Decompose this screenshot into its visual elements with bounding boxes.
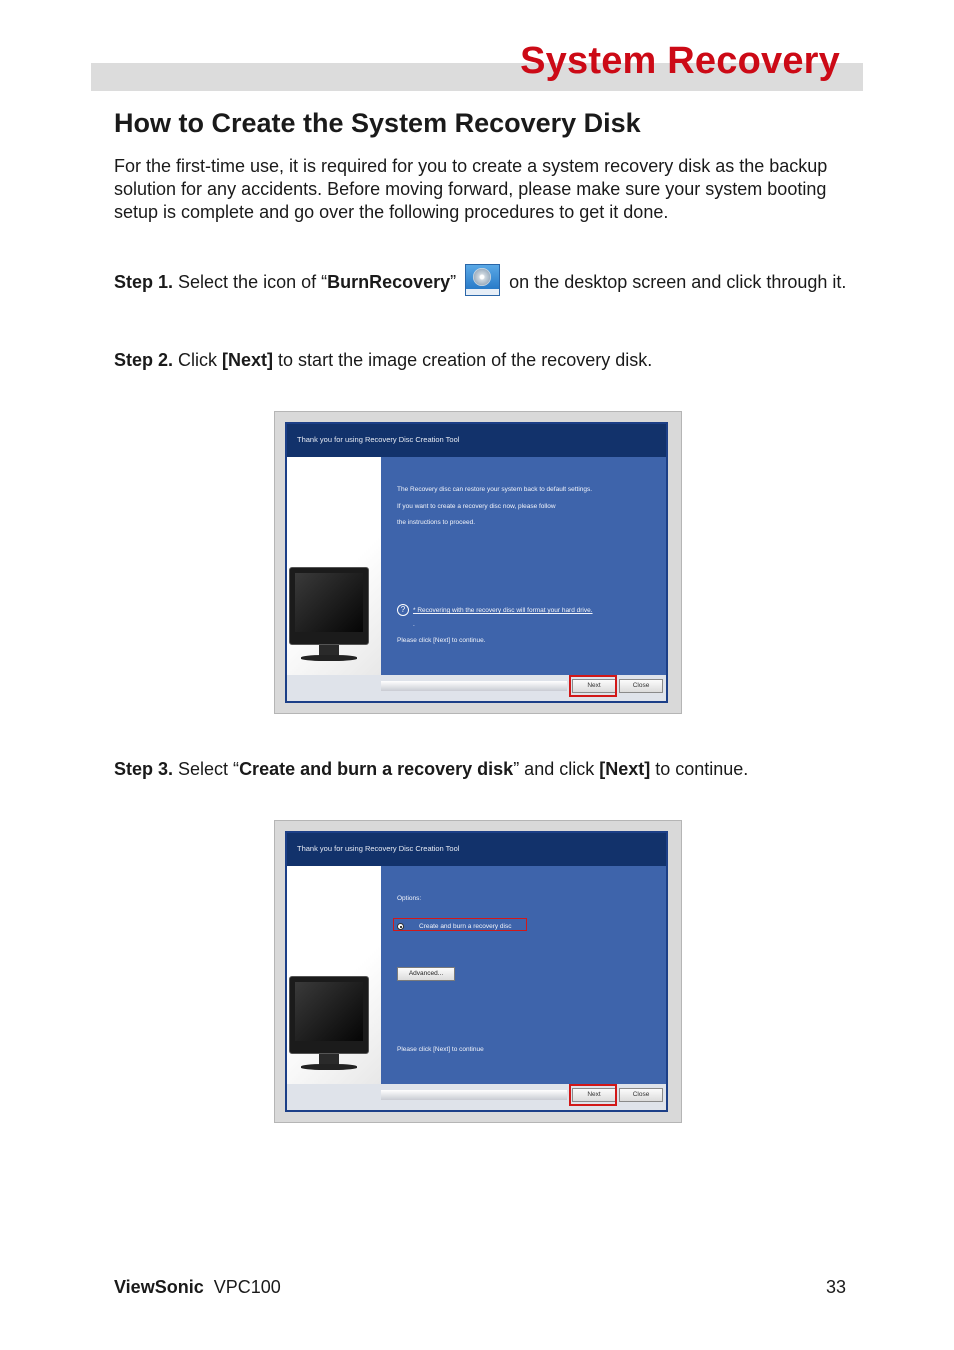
- step-2-label: Step 2.: [114, 350, 174, 370]
- step-3-text-2: ” and click: [513, 759, 600, 779]
- page-number: 33: [825, 1277, 846, 1297]
- section-title: How to Create the System Recovery Disk: [114, 108, 641, 138]
- next-highlight-box-2: [569, 1084, 617, 1106]
- dialog-prompt: Please click [Next] to continue.: [397, 637, 486, 644]
- step-3-bold: Create and burn a recovery disk: [239, 759, 514, 779]
- screenshot-welcome-dialog: [274, 411, 682, 714]
- step-2-bold: [Next]: [222, 350, 274, 370]
- dialog-side-panel: [287, 457, 381, 675]
- brand-name: ViewSonic: [114, 1277, 204, 1297]
- dialog-prompt-2: Please click [Next] to continue: [397, 1046, 484, 1053]
- radio-highlight-box: [393, 918, 527, 931]
- create-burn-label[interactable]: Create and burn a recovery disc: [419, 923, 512, 930]
- close-button-2[interactable]: Close: [619, 1088, 663, 1102]
- advanced-button[interactable]: Advanced...: [397, 967, 455, 981]
- dialog-title-2: Thank you for using Recovery Disc Creation Tool: [287, 833, 666, 866]
- dialog-line-1: The Recovery disc can restore your system back to default settings.: [397, 486, 593, 493]
- model-name: VPC100: [213, 1277, 281, 1297]
- dialog-line-3: the instructions to proceed.: [397, 519, 476, 526]
- step-1-text: Select the icon of “: [173, 272, 328, 292]
- step-3: [114, 758, 854, 781]
- step-2-text: Click: [173, 350, 223, 370]
- close-button[interactable]: Close: [619, 679, 663, 693]
- step-2: [114, 349, 854, 372]
- step-1-text-3: on the desktop screen and click through it.: [504, 272, 847, 292]
- dialog-dot: .: [413, 621, 415, 628]
- step-1-text-2: ”: [450, 272, 462, 292]
- monitor-image-2: [289, 976, 371, 1076]
- burn-recovery-icon: [465, 264, 500, 296]
- step-2-text-2: to start the image creation of the recovery disk.: [273, 350, 653, 370]
- dialog-content-2: [381, 866, 666, 1084]
- step-1-bold: BurnRecovery: [327, 272, 451, 292]
- monitor-image: [289, 567, 371, 667]
- dialog-title: Thank you for using Recovery Disc Creation Tool: [287, 424, 666, 457]
- dialog-footer-2: [287, 1084, 666, 1110]
- step-1-label: Step 1.: [114, 272, 174, 292]
- step-3-text-3: to continue.: [650, 759, 749, 779]
- step-3-label: Step 3.: [114, 759, 174, 779]
- help-icon: ?: [397, 604, 409, 616]
- next-button[interactable]: Next: [572, 679, 616, 693]
- screenshot-options-dialog: [274, 820, 682, 1123]
- dialog-side-panel-2: [287, 866, 381, 1084]
- recovery-dialog-options: [285, 831, 668, 1112]
- recovery-dialog: [285, 422, 668, 703]
- dialog-footer: [287, 675, 666, 701]
- next-highlight-box: [569, 675, 617, 697]
- footer-brand: [114, 1277, 281, 1298]
- intro-paragraph: For the first-time use, it is required for you to create a system recovery disk as the backup solution for any accidents. Before moving forward, please make sure your system booting setup is complete and go over the following procedures to get it done.: [114, 156, 828, 222]
- step-3-bold-2: [Next]: [599, 759, 651, 779]
- step-1: [114, 264, 854, 296]
- options-label: Options:: [397, 895, 422, 902]
- next-button-2[interactable]: Next: [572, 1088, 616, 1102]
- page-title: System Recovery: [520, 40, 840, 82]
- dialog-content: [381, 457, 666, 675]
- dialog-line-2: If you want to create a recovery disc now, please follow: [397, 503, 556, 510]
- format-warning-link[interactable]: * Recovering with the recovery disc will format your hard drive.: [413, 607, 593, 614]
- step-3-text: Select “: [173, 759, 240, 779]
